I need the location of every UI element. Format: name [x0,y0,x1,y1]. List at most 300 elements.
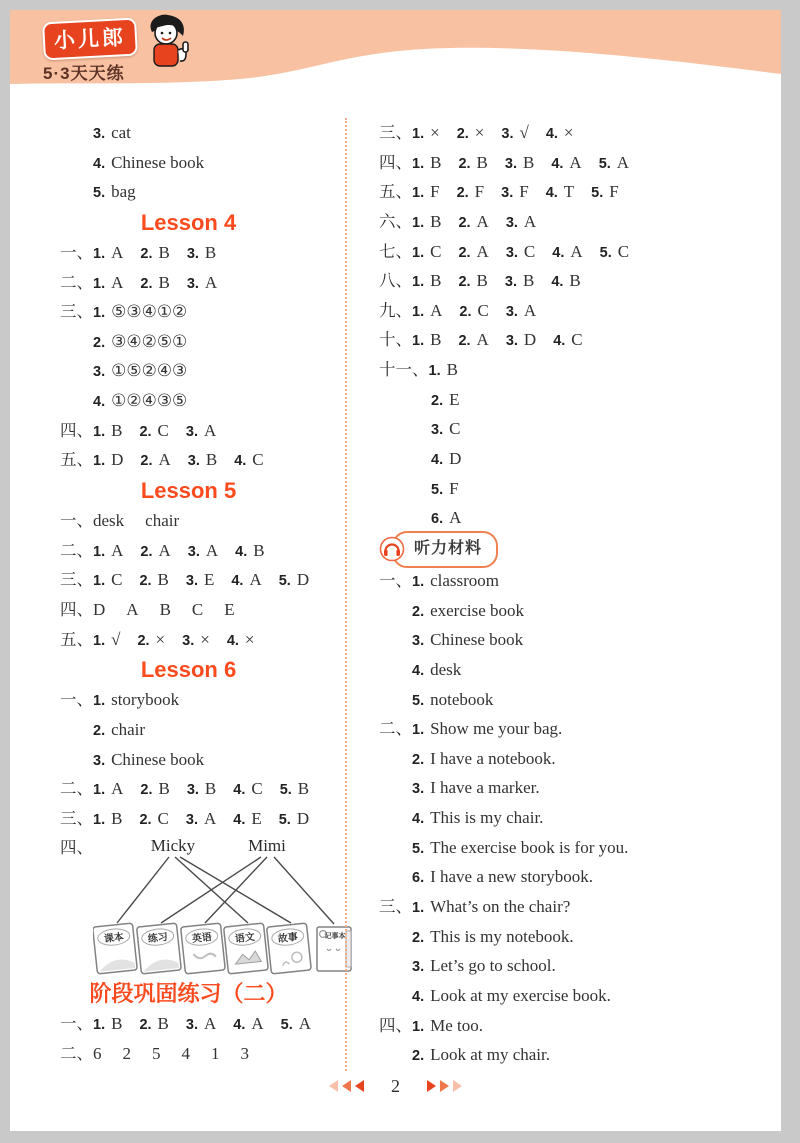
item-number: 1. [93,573,106,590]
item-number: 4. [545,126,558,142]
section-marker: 二、 [60,1044,93,1064]
item-number: 4. [551,274,564,291]
answer-item [412,869,593,886]
answer-row [60,625,345,655]
answer-item [93,692,179,709]
item-answer: A [476,241,489,261]
answer-item [93,331,188,351]
item-answer: What’s on the chair? [430,897,571,917]
item-number: 2. [93,722,106,739]
answer-item [93,781,123,798]
answer-item [140,452,170,469]
answer-item [233,781,262,798]
answer-item [412,152,442,172]
section-marker: 三、 [60,808,93,828]
headphones-icon [379,536,405,562]
answer-item [412,780,540,797]
answer-item [185,420,217,440]
answer-row [379,744,781,774]
item-answer: F [474,182,485,202]
item-answer: B [111,420,123,440]
item-answer: A [476,211,489,231]
item-answer: A [523,211,537,231]
answer-item [553,332,582,349]
section-marker: 五、 [60,629,93,649]
answer-item [93,242,124,262]
answer-item [281,1016,311,1033]
answer-item [412,332,441,349]
item-number: 5. [93,185,106,202]
answer-item [546,184,574,201]
item-answer: × [155,629,166,649]
item-number: 1. [412,333,425,350]
page-number: 2 [391,1075,400,1096]
answer-item [188,452,217,469]
answer-item [93,572,122,589]
item-answer: A [430,300,443,320]
item-answer: B [522,271,535,291]
book-icon-5 [267,923,312,974]
item-number: 2. [139,1017,152,1034]
answer-item [412,273,441,290]
item-number: 4. [412,662,425,679]
name-micky: Micky [150,836,196,856]
answer-item [412,958,556,975]
section-marker: 四、 [60,420,93,440]
item-number: 3. [412,633,425,650]
item-number: 6. [431,511,444,528]
answer-row [379,981,781,1011]
answer-item [458,152,488,172]
section-marker: 四、 [60,599,93,619]
item-answer: ①⑤②④③ [111,361,188,381]
item-answer: chair [111,719,146,739]
answer-item [501,125,528,142]
item-answer: 4 [181,1044,190,1064]
answer-row [60,177,345,207]
item-number: 2. [458,214,471,231]
item-number: 5. [278,811,291,828]
answer-item [599,241,630,261]
section-marker: 一、 [379,570,412,590]
section-marker: 七、 [379,241,412,261]
item-number: 1. [93,245,106,262]
answer-item [186,272,218,292]
item-answer: B [430,330,442,350]
answer-item [93,513,124,530]
item-answer: B [205,450,218,470]
item-answer: bag [111,182,136,202]
item-answer: C [449,419,461,439]
answer-item [431,510,461,527]
item-number: 1. [93,632,106,649]
item-number: 4. [226,632,239,649]
item-answer: C [157,808,169,828]
section-marker: 二、 [60,272,93,292]
item-number: 2. [459,303,472,320]
item-number: 1. [93,275,106,292]
answer-item [506,332,536,349]
answer-item [412,926,574,946]
item-number: 1. [93,782,106,799]
item-answer: B [157,570,169,590]
item-number: 1. [93,423,106,440]
section-marker: 一、 [60,690,93,710]
item-answer: This is my notebook. [430,926,574,946]
item-answer: ③④②⑤① [111,331,188,351]
item-answer: This is my chair. [430,808,544,828]
section-marker: 十、 [379,330,412,350]
answer-item [431,478,459,498]
answer-row [379,474,781,504]
item-number: 2. [458,274,471,291]
header-band [10,10,781,94]
answer-row [379,862,781,892]
book-icon-4 [224,923,269,974]
section-marker: 一、 [60,242,93,262]
item-answer: B [111,1014,123,1034]
answer-item [431,421,460,438]
item-number: 4. [553,333,566,350]
mascot-boy-illustration [138,12,194,80]
item-answer: A [126,599,139,619]
answer-item [505,241,536,261]
answer-row [60,595,345,625]
answer-row [60,356,345,386]
answer-item [140,242,170,262]
answer-item [211,1046,220,1063]
section-marker: 六、 [379,211,412,231]
item-answer: cat [111,123,131,142]
section-heading: Lesson 6 [140,657,237,683]
book-icon-1 [93,923,137,974]
listening-material-label: 听力材料 [392,531,498,568]
section-marker: 二、 [379,719,412,739]
answer-row [379,1040,781,1070]
item-number: 4. [231,573,244,590]
item-answer: desk [430,659,462,679]
item-answer: E [224,599,235,619]
item-number: 2. [458,333,471,350]
item-number: 4. [412,988,425,1005]
answer-row [379,296,781,326]
next-pages-icon [427,1080,462,1092]
item-number: 3. [182,632,195,649]
item-answer: A [158,540,171,560]
item-answer: C [111,570,123,590]
answer-item [591,184,619,201]
answer-item [139,1016,168,1033]
item-number: 1. [412,722,425,739]
item-number: 3. [505,214,518,231]
item-answer: C [477,300,489,320]
answer-item [182,1046,191,1063]
item-number: 2. [140,245,153,262]
answer-row [379,414,781,444]
answer-item [431,451,461,468]
item-number: 3. [505,244,518,261]
section-heading: Lesson 4 [140,209,237,235]
item-number: 3. [185,1017,198,1034]
item-answer: B [430,211,442,231]
answer-row [60,1039,345,1069]
item-number: 3. [93,126,106,142]
answer-item [187,781,216,798]
item-number: 3. [412,781,425,798]
answer-item [458,273,487,290]
answer-row [379,685,781,715]
answer-item [501,184,529,201]
item-answer: exercise book [430,600,525,620]
left-column [10,118,345,1071]
answer-row [60,118,345,148]
answer-item [140,781,169,798]
page-footer [10,1076,781,1098]
item-number: 1. [412,155,425,172]
item-answer: A [203,420,217,440]
item-answer: B [158,779,170,799]
item-answer: B [446,360,458,380]
item-number: 2. [456,126,469,142]
item-answer: E [251,808,262,828]
item-number: 3. [505,333,518,350]
item-answer: C [157,420,169,440]
answer-item [93,393,187,410]
item-answer: F [430,182,440,202]
item-number: 2. [412,1048,425,1065]
answer-item [431,389,460,409]
item-number: 3. [505,303,518,320]
item-answer: A [249,570,262,590]
answer-item [224,599,235,619]
section-marker: 四、 [60,838,93,858]
item-number: 2. [139,811,152,828]
item-number: 2. [412,603,425,620]
answer-item [93,272,124,292]
item-answer: C [251,779,263,799]
answer-item [458,332,488,349]
item-answer: F [449,478,459,498]
answer-item [93,152,205,172]
item-answer: D [296,808,310,828]
section-marker: 九、 [379,300,412,320]
item-answer: A [476,330,489,350]
item-answer: A [111,242,124,262]
item-answer: A [616,152,630,172]
item-number: 4. [93,394,106,411]
section-marker: 三、 [60,302,93,322]
item-answer: B [158,242,170,262]
answer-item [412,721,562,738]
item-number: 2. [456,185,469,202]
answer-item [412,899,570,916]
item-answer: C [191,599,204,619]
item-number: 3. [501,185,514,202]
answer-row [379,444,781,474]
item-number: 1. [93,1017,106,1034]
item-answer: A [158,450,171,470]
item-answer: F [519,182,529,202]
item-answer: × [474,123,485,142]
item-answer: √ [519,123,529,142]
answer-item [505,211,537,231]
item-answer: C [523,241,536,261]
item-answer: C [617,241,630,261]
item-answer: chair [145,511,180,531]
item-answer: D [111,450,124,470]
answer-row [379,207,781,237]
item-answer: B [476,152,488,172]
item-answer: B [476,271,488,291]
answer-item [241,1046,250,1063]
item-number: 4. [233,811,246,828]
answer-item [139,420,169,440]
item-answer: B [522,152,535,172]
item-number: 5. [280,1017,293,1034]
item-number: 5. [412,692,425,709]
section-marker: 一、 [60,511,93,531]
item-number: 3. [185,573,198,590]
item-number: 4. [93,155,106,172]
prev-pages-icon [329,1080,364,1092]
item-answer: B [158,272,170,292]
answer-item [429,362,458,379]
answer-item [412,241,442,261]
item-number: 1. [93,305,106,322]
item-answer: D [523,330,537,350]
answer-item [412,125,440,142]
answer-row [379,951,781,981]
answer-item [140,272,170,292]
book-icon-3 [181,923,226,974]
item-number: 2. [93,334,106,351]
item-answer: A [111,540,124,560]
answer-item [412,985,611,1005]
answer-item [191,599,204,619]
answer-item [412,748,556,768]
answer-row [60,416,345,446]
item-answer: C [430,241,442,261]
item-number: 2. [140,275,153,292]
item-number: 4. [431,452,444,469]
item-number: 1. [428,363,441,380]
item-answer: Look at my chair. [430,1045,551,1065]
item-answer: A [523,300,537,320]
answer-item [233,1016,263,1033]
answer-item [457,125,485,142]
answer-item [551,152,582,172]
answer-row [60,536,345,566]
answer-row [60,565,345,595]
item-number: 3. [431,422,444,439]
brand-name: 小儿郎 [42,18,138,61]
item-number: 5. [431,481,444,498]
item-answer: B [569,271,581,291]
item-number: 1. [412,274,425,291]
section-marker: 五、 [379,182,412,202]
answer-row [379,922,781,952]
answer-row [379,625,781,655]
item-answer: A [449,508,462,528]
answer-row [379,148,781,178]
item-answer: B [297,779,310,799]
item-answer: Me too. [430,1015,483,1035]
answer-row [379,1011,781,1041]
answer-item [412,1015,483,1035]
item-answer: I have a marker. [430,778,540,798]
answer-item [93,1016,122,1033]
item-number: 2. [412,929,425,946]
item-answer: Show me your bag. [430,719,563,739]
item-answer: I have a new storybook. [430,867,593,887]
item-answer: C [252,450,264,470]
answer-item [140,540,171,560]
answer-item [93,629,121,649]
item-answer: A [203,1014,217,1034]
answer-item [186,1016,216,1033]
item-answer: notebook [430,689,494,709]
answer-item [139,572,168,589]
listening-material-badge [379,533,781,566]
item-answer: B [111,808,123,828]
item-number: 2. [137,632,150,649]
section-heading: 阶段巩固练习（二） [89,981,288,1007]
section-marker: 二、 [60,540,93,560]
answer-item [598,152,630,172]
item-answer: 6 [93,1044,102,1064]
item-number: 2. [139,573,152,590]
section-marker: 一、 [60,1014,93,1034]
answer-row [379,566,781,596]
answer-item [279,572,309,589]
item-number: 4. [234,453,247,470]
answer-item [504,152,535,172]
item-answer: D [296,570,310,590]
item-answer: 2 [122,1044,131,1064]
answer-row [60,238,345,268]
answer-item [93,125,131,142]
item-answer: B [204,779,217,799]
answer-item [235,540,265,560]
item-number: 5. [279,782,292,799]
item-answer: I have a notebook. [430,748,556,768]
svg-text:练习: 练习 [147,932,169,946]
item-number: 3. [93,752,106,769]
answer-item [505,300,537,320]
item-number: 2. [412,751,425,768]
item-answer: ⑤③④①② [111,302,188,322]
answer-row [379,118,781,148]
item-number: 4. [233,1017,246,1034]
item-number: 1. [412,303,425,320]
answer-row [379,892,781,922]
item-number: 5. [412,840,425,857]
answer-item [123,1046,132,1063]
answer-row [379,177,781,207]
answer-item [552,241,583,261]
answer-item [234,452,263,469]
item-answer: A [569,152,582,172]
item-number: 3. [185,423,198,440]
item-answer: E [203,570,215,590]
item-answer: storybook [111,690,180,710]
answer-item [280,781,309,798]
item-answer: D [93,599,106,619]
answer-row [379,325,781,355]
item-answer: 5 [152,1044,161,1064]
item-number: 4. [545,185,558,202]
item-number: 3. [185,811,198,828]
